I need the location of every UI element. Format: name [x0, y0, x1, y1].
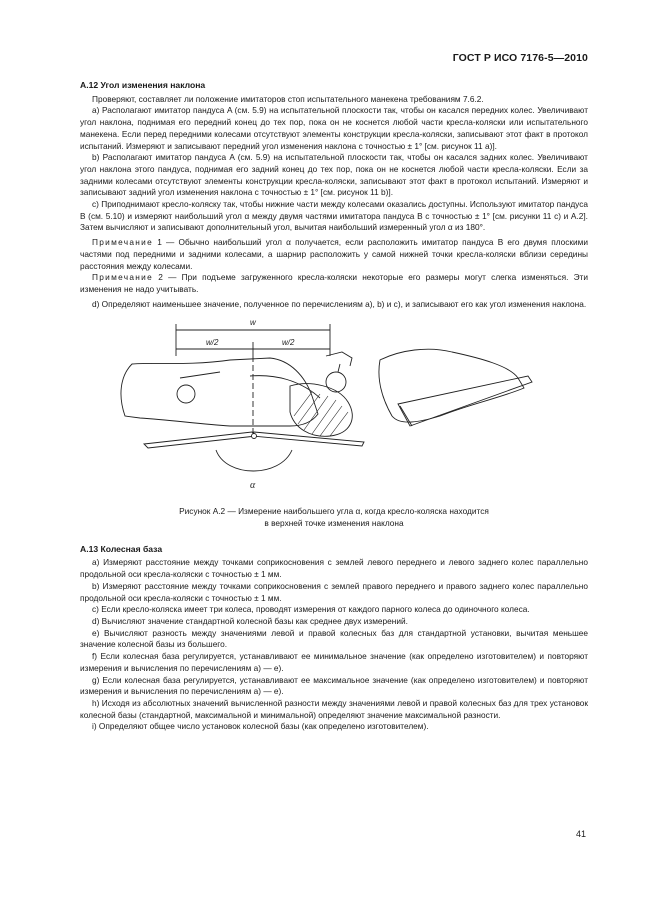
- note-2: [80, 272, 588, 295]
- angle-arc: [216, 450, 292, 471]
- paragraph: Проверяют, составляет ли положение имитаторов стоп испытательного манекена требованиям 7.6.2.: [92, 93, 484, 104]
- paragraph: d) Вычисляют значение стандартной колесной базы как среднее двух измерений.: [92, 615, 408, 626]
- note-label: Примечание: [92, 272, 154, 283]
- ramp-b-left: [144, 432, 256, 448]
- label-half-right: w/2: [282, 338, 295, 348]
- wheelchair-body: [121, 358, 318, 426]
- paragraph: e) Вычисляют разность между значениями левой и правой колесных баз для стандартной установки, вычитая меньшее значение колесной базы из большего.: [80, 627, 588, 650]
- paragraph: a) Измеряют расстояние между точками соприкосновения с землей левого переднего и левого заднего колес параллельно продольной оси кресла-коляски с точностью ± 1 мм.: [80, 557, 588, 580]
- note-text: 1 — Обычно наибольший угол α получается, если расположить имитатор пандуса B его двумя плоскими частями под передними и задними колесами, а шарнир расположить у самой нижней точки кресла-коляски вблизи середины расстояния между колесами.: [80, 237, 588, 271]
- wheelchair-ramp-diagram: [80, 316, 588, 506]
- label-w: w: [250, 318, 256, 328]
- note-1: [80, 237, 588, 272]
- caption-line-2: в верхней точке изменения наклона: [264, 518, 404, 529]
- figure-caption: [80, 506, 588, 529]
- page-number: 41: [575, 829, 586, 839]
- caster-wheel: [326, 372, 346, 392]
- paragraph: a) Располагают имитатор пандуса A (см. 5.9) на испытательной плоскости так, чтобы он касался передних колес. Увеличивают угол наклона, поднимая его передний конец до тех пор, пока он не коснется любой части кресла-коляски или испытательного манекена. Если перед передними колесами отсутствуют элементы конструкции кресла-коляски, записывают этот факт в протокол испытаний. Измеряют и записывают передний угол изменения наклона с точностью ± 1° [см. рисунок 11 a)].: [80, 105, 588, 151]
- rear-wheel: [290, 384, 352, 437]
- paragraph: d) Определяют наименьшее значение, полученное по перечислениям a), b) и c), и записывают его как угол изменения наклона.: [92, 298, 587, 309]
- ramp-hinge: [252, 434, 257, 439]
- document-header: ГОСТ Р ИСО 7176-5—2010: [452, 52, 588, 64]
- paragraph: c) Если кресло-коляска имеет три колеса, проводят измерения от каждого парного колеса до одиночного колеса.: [92, 604, 530, 615]
- wheel-axle: [177, 385, 195, 403]
- note-text: 2 — При подъеме загруженного кресла-коляски некоторые его размеры могут слегка изменяться. Эти изменения не надо учитывать.: [80, 272, 588, 294]
- label-alpha: α: [250, 480, 256, 492]
- page-content: [80, 80, 588, 733]
- paragraph: h) Исходя из абсолютных значений вычисленной разности между значениями левой и правой колесных баз для трех установок колесной базы (стандартной, максимальной и минимальной) определяют значение максимальной разности.: [80, 697, 588, 720]
- ramp-b-right: [252, 432, 364, 446]
- paragraph: g) Если колесная база регулируется, устанавливают ее максимальное значение (как определено изготовителем) и повторяют измерения и вычисления по перечислениям a) — e).: [80, 674, 588, 697]
- paragraph: i) Определяют общее число установок колесной базы (как определено изготовителем).: [92, 721, 429, 732]
- caption-line-1: Рисунок A.2 — Измерение наибольшего угла α, когда кресло-коляска находится: [179, 506, 489, 517]
- section-title-a13: A.13 Колесная база: [80, 543, 163, 554]
- figure-a2: [80, 316, 588, 506]
- paragraph: c) Приподнимают кресло-коляску так, чтобы нижние части между колесами оказались доступны. Используют имитатор пандуса B (см. 5.10) и измеряют наибольший угол α между двумя частями имитатора пандуса B с точностью ± 1° [см. рисунки 11 c) и A.2]. Затем вычисляют и записывают дополнительный угол, вычитая наибольший измеренный угол α из 180°.: [80, 199, 588, 233]
- note-label: Примечание: [92, 237, 154, 248]
- paragraph: b) Измеряют расстояние между точками соприкосновения с землей правого переднего и правого заднего колес параллельно продольной оси кресла-коляски с точностью ± 1 мм.: [80, 580, 588, 603]
- paragraph: b) Располагают имитатор пандуса A (см. 5.9) на испытательной плоскости так, чтобы он касался задних колес. Увеличивают угол наклона этого пандуса, поднимая его задний конец до тех пор, пока он не коснется любой части кресла-коляски. Если за задними колесами отсутствуют элементы конструкции кресла-коляски, записывают этот факт в протокол испытаний. Измеряют и записывают задний угол изменения наклона с точностью ± 1° [см. рисунок 11 b)].: [80, 152, 588, 198]
- section-title-a12: A.12 Угол изменения наклона: [80, 80, 206, 90]
- label-half-left: w/2: [206, 338, 219, 348]
- paragraph: f) Если колесная база регулируется, устанавливают ее минимальное значение (как определено изготовителем) и повторяют измерения и вычисления по перечислениям a) — e).: [80, 651, 588, 673]
- ramp-a-slope: [398, 376, 532, 426]
